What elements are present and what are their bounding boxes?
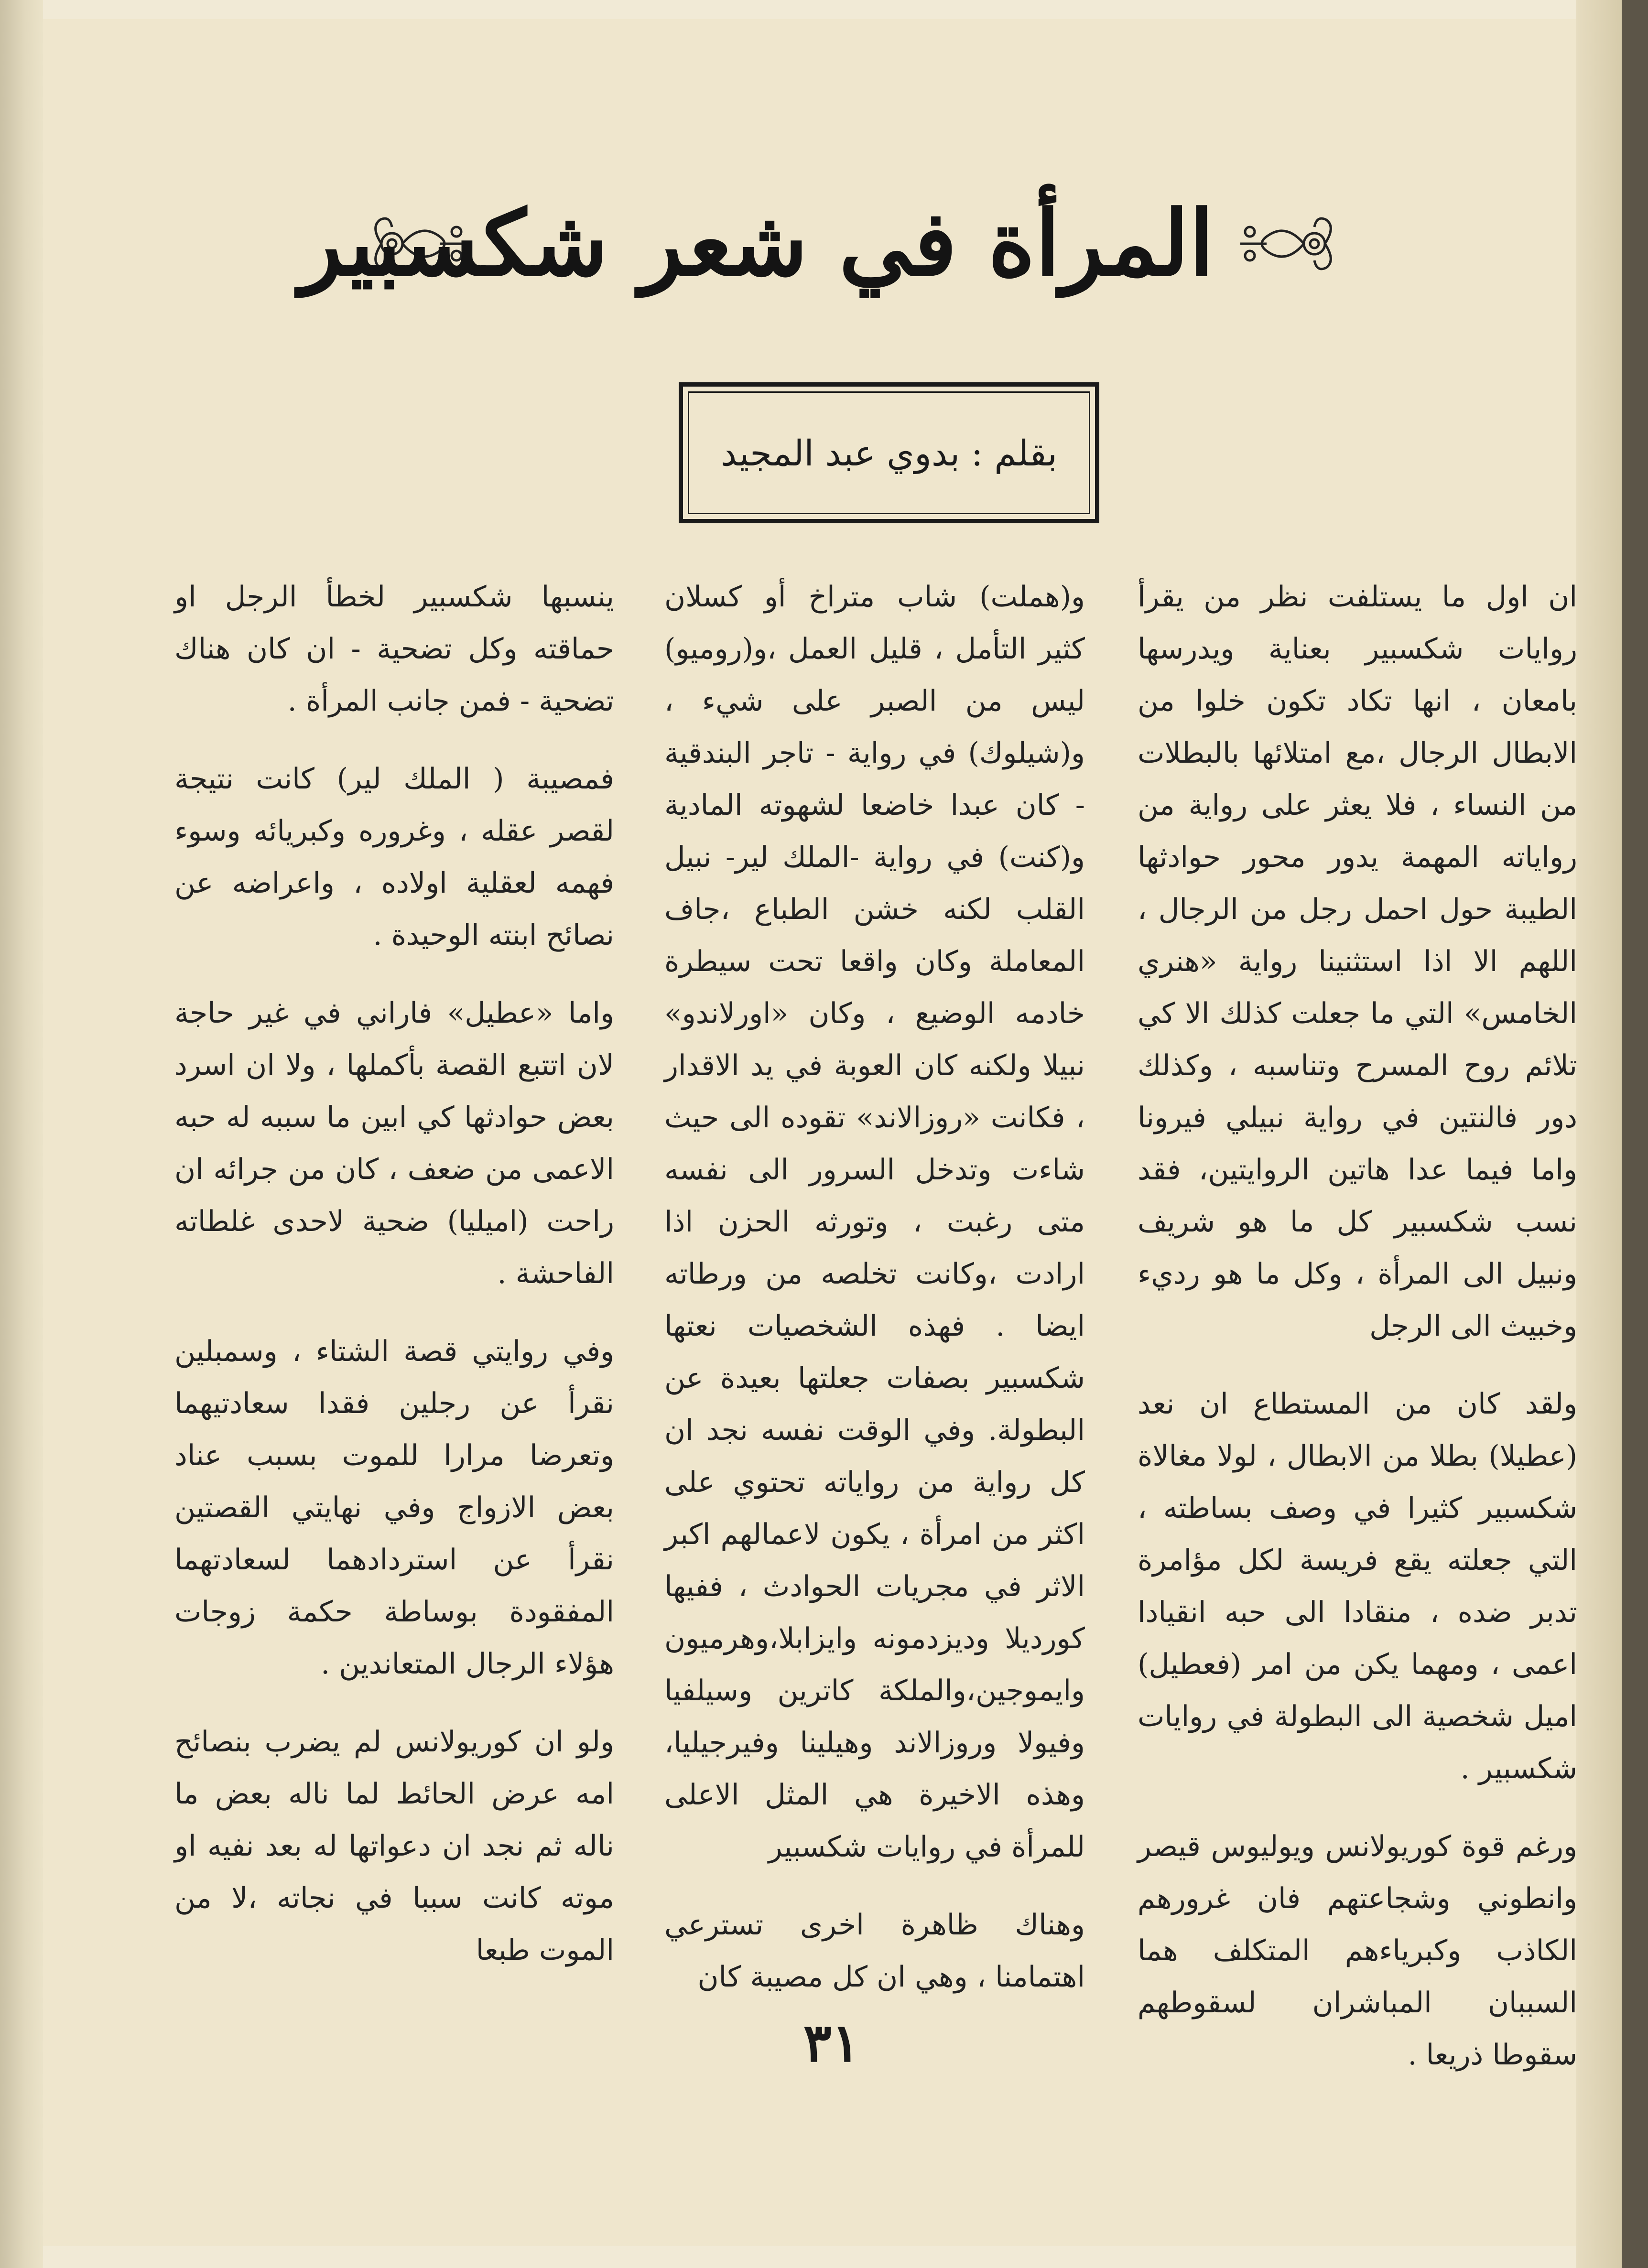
page-edge	[1576, 0, 1648, 2268]
column-right	[1138, 571, 1577, 2072]
paragraph: ولو ان كوريولانس لم يضرب بنصائح امه عرض الحائط لما ناله بعض ما ناله ثم نجد ان دعواتها له بعد نفيه او موته كانت سببا في نجاته ،لا من الموت طبعا	[174, 1725, 614, 1967]
column-middle	[664, 571, 1085, 2033]
paragraph: وهناك ظاهرة اخرى تسترعي اهتمامنا ، وهي ان كل مصيبة كان	[664, 1908, 1085, 1994]
paragraph: ينسبها شكسبير لخطأ الرجل او حماقته وكل تضحية - ان كان هناك تضحية - فمن جانب المرأة .	[174, 580, 614, 718]
page-number: ٣١	[803, 2012, 860, 2074]
paragraph: ورغم قوة كوريولانس ويوليوس قيصر وانطوني وشجاعتهم فان غرورهم الكاذب وكبرياءهم المتكلف هما السببان المباشران لسقوطهم سقوطا ذريعا .	[1138, 1830, 1577, 2072]
article-title: المرأة في شعر شكسبير	[299, 191, 1214, 296]
paragraph: فمصيبة ( الملك لير) كانت نتيجة لقصر عقله ، وغروره وكبريائه وسوء فهمه لعقلية اولاده ، واعراضه عن نصائح ابنته الوحيدة .	[174, 762, 614, 952]
column-left	[174, 571, 614, 2033]
paragraph: ان اول ما يستلفت نظر من يقرأ روايات شكسبير بعناية ويدرسها بامعان ، انها تكاد تكون خلوا من الابطال الرجال ،مع امتلائها بالبطلات من النساء ، فلا يعثر على رواية من رواياته المهمة يدور محور حوادثها الطيبة حول احمل رجل من الرجال ، اللهم الا اذا استثنينا رواية «هنري الخامس» التي ما جعلت كذلك الا كي تلائم روح المسرح وتناسبه ، وكذلك دور فالنتين في رواية نبيلي فيرونا واما فيما عدا هاتين الروايتين، فقد نسب شكسبير كل ما هو شريف ونبيل الى المرأة ، وكل ما هو رديء وخبيث الى الرجل	[1138, 580, 1577, 1343]
paragraph: ولقد كان من المستطاع ان نعد (عطيلا) بطلا من الابطال ، لولا مغالاة شكسبير كثيرا في وصف بساطته ، التي جعلته يقع فريسة لكل مؤامرة تدبر ضده ، منقادا الى حبه انقيادا اعمى ، ومهما يكن من امر (فعطيل) اميل شخصية الى البطولة في روايات شكسبير .	[1138, 1387, 1577, 1785]
paragraph: وفي روايتي قصة الشتاء ، وسمبلين نقرأ عن رجلين فقدا سعادتيهما وتعرضا مرارا للموت بسبب عناد بعض الازواج وفي نهايتي القصتين نقرأ عن استردادهما لسعادتهما المفقودة بوساطة حكمة زوجات هؤلاء الرجال المتعاندين .	[174, 1335, 614, 1681]
byline: بقلم : بدوي عبد المجيد	[720, 433, 1058, 474]
title-row	[0, 182, 1648, 306]
ornament-right-icon	[1233, 208, 1343, 280]
page-shadow	[0, 0, 43, 2268]
paragraph: واما «عطيل» فاراني في غير حاجة لان اتتبع القصة بأكملها ، ولا ان اسرد بعض حوادثها كي ابين ما سببه له حبه الاعمى من ضعف ، كان من جرائه ان راحت (اميليا) ضحية لاحدى غلطاته الفاحشة .	[174, 996, 614, 1290]
byline-box	[679, 382, 1099, 523]
paragraph: و(هملت) شاب متراخ أو كسلان كثير التأمل ، قليل العمل ،و(روميو) ليس من الصبر على شيء ، و(شيلوك) في رواية - تاجر البندقية - كان عبدا خاضعا لشهوته المادية و(كنت) في رواية -الملك لير- نبيل القلب لكنه خشن الطباع ،جاف المعاملة وكان واقعا تحت سيطرة خادمه الوضيع ، وكان «اورلاندو» نبيلا ولكنه كان العوبة في يد الاقدار ، فكانت «روزالاند» تقوده الى حيث شاءت وتدخل السرور الى نفسه متى رغبت ، وتورثه الحزن اذا ارادت ،وكانت تخلصه من ورطاته ايضا . فهذه الشخصيات نعتها شكسبير بصفات جعلتها بعيدة عن البطولة. وفي الوقت نفسه نجد ان كل رواية من رواياته تحتوي على اكثر من امرأة ، يكون لاعمالهم اكبر الاثر في مجريات الحوادث ، ففيها كورديلا وديزدمونه وايزابلا،وهرميون وايموجين،والملكة كاترين وسيلفيا وفيولا وروزالاند وهيلينا وفيرجيليا، وهذه الاخيرة هي المثل الاعلى للمرأة في روايات شكسبير	[664, 580, 1085, 1864]
